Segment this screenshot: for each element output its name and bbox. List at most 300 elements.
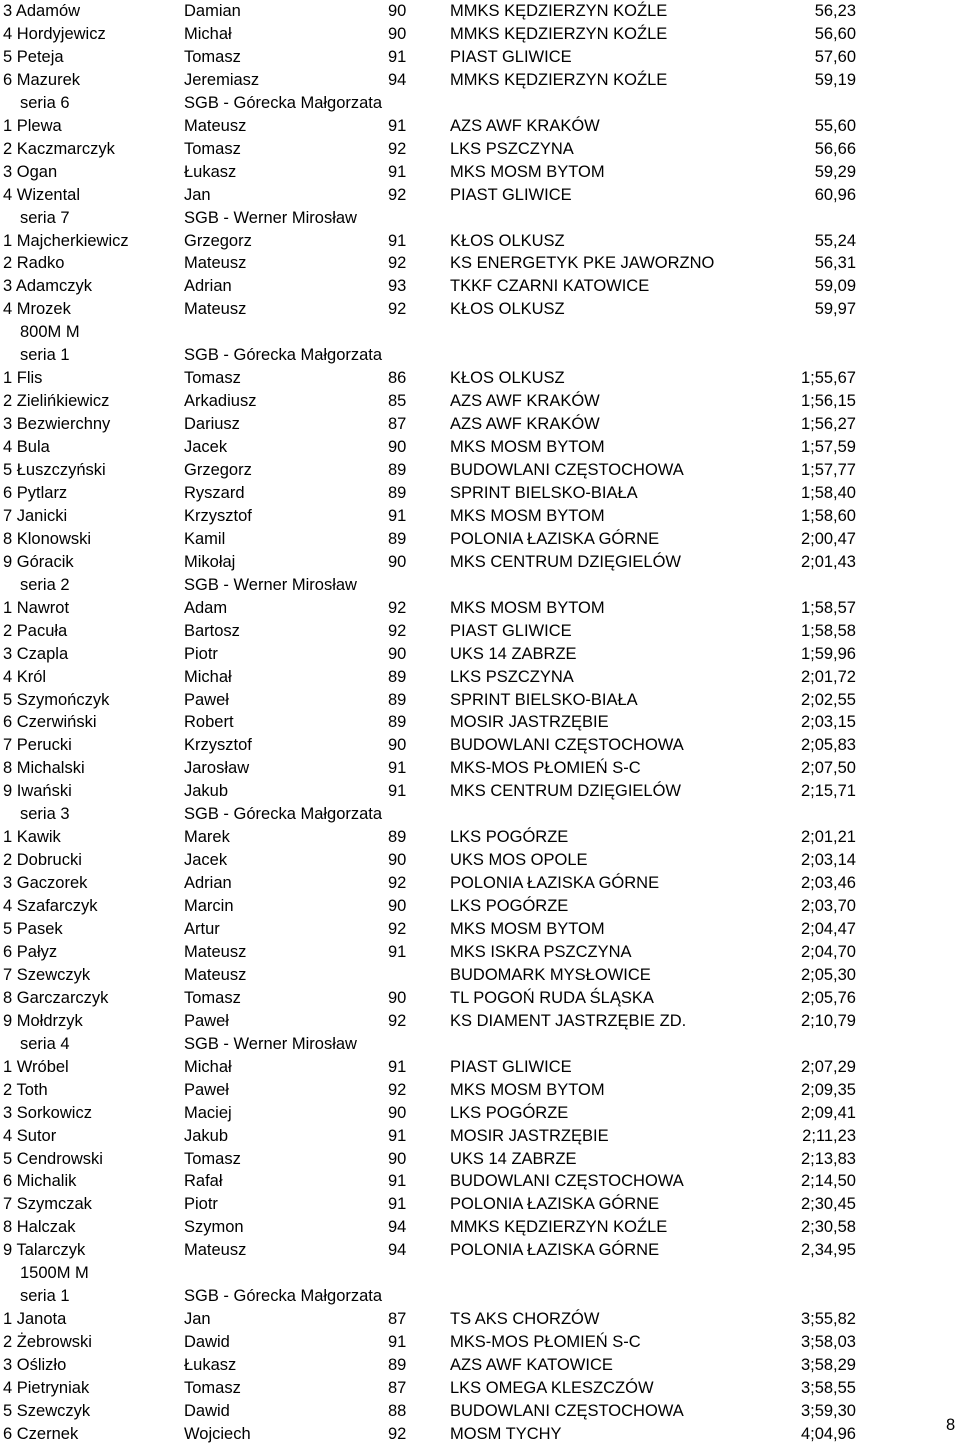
club-name: BUDOWLANI CZĘSTOCHOWA [450, 1401, 684, 1420]
athlete-first-name: Dawid [184, 1401, 230, 1420]
result-time: 1;58,60 [800, 506, 856, 525]
club-name: SPRINT BIELSKO-BIAŁA [450, 690, 638, 709]
result-time: 2;30,45 [800, 1195, 856, 1214]
club-name: PIAST GLIWICE [450, 621, 572, 640]
result-row [0, 643, 960, 666]
result-time: 2;03,14 [800, 851, 856, 870]
athlete-name: 6 Czerwiński [3, 713, 97, 732]
athlete-first-name: Mateusz [184, 300, 247, 319]
heat-label: seria 7 [20, 208, 70, 227]
athlete-name: 3 Bezwierchny [3, 415, 111, 434]
club-name: MKS-MOS PŁOMIEŃ S-C [450, 759, 641, 778]
heat-header [0, 207, 960, 230]
result-row [0, 23, 960, 46]
result-time: 56,66 [814, 139, 856, 158]
athlete-name: 7 Szewczyk [3, 965, 91, 984]
club-name: TL POGOŃ RUDA ŚLĄSKA [450, 988, 654, 1007]
heat-label: seria 1 [20, 346, 70, 365]
result-time: 3;58,55 [800, 1379, 856, 1397]
athlete-name: 7 Janicki [3, 506, 68, 525]
athlete-name: 1 Flis [3, 369, 43, 388]
athlete-name: 2 Radko [3, 254, 65, 273]
result-time: 2;00,47 [800, 529, 856, 548]
birth-year: 89 [388, 1356, 407, 1375]
birth-year: 92 [388, 254, 407, 273]
result-row [0, 459, 960, 482]
athlete-name: 3 Ogan [3, 162, 58, 181]
result-row [0, 298, 960, 321]
club-name: LKS PSZCZYNA [450, 139, 574, 158]
result-row [0, 1377, 960, 1400]
club-name: POLONIA ŁAZISKA GÓRNE [450, 1241, 660, 1260]
club-name: PIAST GLIWICE [450, 47, 572, 66]
heat-header [0, 1285, 960, 1308]
heat-label: seria 6 [20, 93, 70, 112]
birth-year: 91 [388, 162, 407, 181]
athlete-first-name: Łukasz [184, 162, 237, 181]
club-name: AZS AWF KRAKÓW [450, 392, 600, 411]
birth-year: 91 [388, 759, 407, 778]
athlete-first-name: Mateusz [184, 965, 247, 984]
athlete-first-name: Bartosz [184, 621, 240, 640]
result-time: 2;09,35 [800, 1080, 856, 1099]
athlete-first-name: Ryszard [184, 483, 245, 502]
athlete-first-name: Tomasz [184, 47, 241, 66]
result-row [0, 230, 960, 253]
athlete-name: 8 Michalski [3, 759, 85, 778]
athlete-first-name: Szymon [184, 1218, 244, 1237]
result-row [0, 734, 960, 757]
result-row [0, 1354, 960, 1377]
result-row [0, 413, 960, 436]
athlete-name: 9 Talarczyk [3, 1241, 86, 1260]
athlete-first-name: Paweł [184, 690, 229, 709]
birth-year: 87 [388, 415, 407, 434]
birth-year: 90 [388, 736, 407, 755]
club-name: MMKS KĘDZIERZYN KOŹLE [450, 24, 668, 43]
athlete-first-name: Jarosław [184, 759, 250, 778]
result-time: 59,09 [814, 277, 856, 296]
birth-year: 92 [388, 300, 407, 319]
club-name: TKKF CZARNI KATOWICE [450, 277, 650, 296]
athlete-first-name: Krzysztof [184, 736, 252, 755]
birth-year: 92 [388, 1011, 407, 1030]
birth-year: 87 [388, 1379, 407, 1397]
birth-year: 90 [388, 897, 407, 916]
athlete-first-name: Jacek [184, 851, 228, 870]
result-time: 1;58,57 [800, 598, 856, 617]
club-name: BUDOWLANI CZĘSTOCHOWA [450, 1172, 684, 1191]
club-name: MKS MOSM BYTOM [450, 162, 605, 181]
result-row [0, 918, 960, 941]
athlete-first-name: Mikołaj [184, 552, 236, 571]
result-row [0, 1148, 960, 1171]
result-time: 2;02,55 [800, 690, 856, 709]
club-name: MMKS KĘDZIERZYN KOŹLE [450, 2, 668, 20]
club-name: MKS CENTRUM DZIĘGIELÓW [450, 782, 682, 801]
birth-year: 90 [388, 851, 407, 870]
athlete-first-name: Jakub [184, 782, 229, 801]
athlete-first-name: Grzegorz [184, 461, 252, 479]
result-row [0, 0, 960, 23]
club-name: UKS 14 ZABRZE [450, 644, 577, 663]
birth-year: 92 [388, 185, 407, 204]
result-time: 2;04,70 [800, 942, 856, 961]
club-name: MOSIR JASTRZĘBIE [450, 1126, 609, 1145]
birth-year: 94 [388, 1218, 407, 1237]
birth-year: 91 [388, 1333, 407, 1352]
birth-year: 92 [388, 920, 407, 938]
athlete-name: 5 Szymończyk [3, 690, 110, 709]
result-row [0, 367, 960, 390]
athlete-first-name: Kamil [184, 529, 226, 548]
athlete-first-name: Robert [184, 713, 234, 732]
heat-header [0, 803, 960, 826]
athlete-name: 4 Pietryniak [3, 1379, 90, 1397]
birth-year: 94 [388, 1241, 407, 1260]
birth-year: 90 [388, 988, 407, 1007]
result-time: 2,34,95 [800, 1241, 856, 1260]
club-name: KŁOS OLKUSZ [450, 369, 565, 388]
result-row [0, 505, 960, 528]
club-name: AZS AWF KRAKÓW [450, 116, 600, 135]
result-time: 1;57,59 [800, 438, 856, 457]
event-title: 1500M M [20, 1264, 89, 1283]
result-row [0, 1308, 960, 1331]
athlete-first-name: Łukasz [184, 1356, 237, 1375]
athlete-first-name: Artur [184, 920, 220, 938]
result-time: 55,60 [814, 116, 856, 135]
result-time: 3;59,30 [800, 1401, 856, 1420]
birth-year: 90 [388, 1103, 407, 1122]
athlete-name: 8 Halczak [3, 1218, 76, 1237]
result-time: 2;13,83 [800, 1149, 856, 1168]
club-name: POLONIA ŁAZISKA GÓRNE [450, 529, 660, 548]
athlete-name: 9 Iwański [3, 782, 72, 801]
athlete-first-name: Mateusz [184, 254, 247, 273]
result-row [0, 275, 960, 298]
club-name: MKS MOSM BYTOM [450, 1080, 605, 1099]
result-row [0, 666, 960, 689]
result-row [0, 620, 960, 643]
result-time: 1;55,67 [800, 369, 856, 388]
birth-year: 86 [388, 369, 407, 388]
athlete-name: 1 Wróbel [3, 1057, 69, 1076]
athlete-first-name: Wojciech [184, 1424, 251, 1443]
result-time: 2;05,76 [800, 988, 856, 1007]
athlete-name: 5 Cendrowski [3, 1149, 103, 1168]
result-row [0, 1170, 960, 1193]
result-row [0, 1125, 960, 1148]
athlete-name: 1 Janota [3, 1310, 67, 1329]
athlete-name: 2 Zielińkiewicz [3, 392, 110, 411]
athlete-name: 4 Mrozek [3, 300, 71, 319]
club-name: BUDOMARK MYSŁOWICE [450, 965, 651, 984]
result-time: 2;07,50 [800, 759, 856, 778]
athlete-first-name: Paweł [184, 1011, 229, 1030]
club-name: MKS-MOS PŁOMIEŃ S-C [450, 1333, 641, 1352]
birth-year: 91 [388, 942, 407, 961]
athlete-name: 2 Dobrucki [3, 851, 82, 870]
birth-year: 91 [388, 1057, 407, 1076]
club-name: MKS MOSM BYTOM [450, 438, 605, 457]
birth-year: 92 [388, 1080, 407, 1099]
birth-year: 88 [388, 1401, 407, 1420]
athlete-name: 6 Michalik [3, 1172, 77, 1191]
result-time: 3;58,03 [800, 1333, 856, 1352]
result-row [0, 1216, 960, 1239]
judge-name: SGB - Górecka Małgorzata [184, 93, 383, 112]
athlete-first-name: Adrian [184, 874, 232, 893]
heat-label: seria 4 [20, 1034, 70, 1053]
club-name: TS AKS CHORZÓW [450, 1310, 600, 1329]
athlete-name: 3 Adamów [3, 2, 81, 20]
result-time: 59,19 [814, 70, 856, 89]
result-row [0, 1239, 960, 1262]
athlete-first-name: Grzegorz [184, 231, 252, 250]
club-name: POLONIA ŁAZISKA GÓRNE [450, 874, 660, 893]
athlete-first-name: Jeremiasz [184, 70, 260, 89]
club-name: LKS POGÓRZE [450, 897, 569, 916]
athlete-first-name: Michał [184, 24, 232, 43]
result-row [0, 69, 960, 92]
birth-year: 89 [388, 690, 407, 709]
result-time: 2;10,79 [800, 1011, 856, 1030]
result-time: 55,24 [814, 231, 856, 250]
heat-header [0, 344, 960, 367]
athlete-name: 9 Góracik [3, 552, 74, 571]
birth-year: 90 [388, 438, 407, 457]
birth-year: 89 [388, 667, 407, 686]
result-row [0, 115, 960, 138]
result-time: 57,60 [814, 47, 856, 66]
athlete-first-name: Dariusz [184, 415, 240, 434]
result-row [0, 1400, 960, 1423]
birth-year: 89 [388, 461, 407, 479]
result-row [0, 138, 960, 161]
athlete-first-name: Mateusz [184, 942, 247, 961]
club-name: LKS POGÓRZE [450, 828, 569, 847]
judge-name: SGB - Werner Mirosław [184, 1034, 357, 1053]
athlete-first-name: Damian [184, 2, 241, 20]
result-row [0, 872, 960, 895]
club-name: LKS OMEGA KLESZCZÓW [450, 1379, 654, 1397]
result-row [0, 780, 960, 803]
athlete-name: 6 Mazurek [3, 70, 81, 89]
result-row [0, 1056, 960, 1079]
birth-year: 91 [388, 1172, 407, 1191]
club-name: MMKS KĘDZIERZYN KOŹLE [450, 1218, 668, 1237]
athlete-name: 5 Szewczyk [3, 1401, 91, 1420]
result-time: 2;04,47 [800, 920, 856, 938]
club-name: MOSIR JASTRZĘBIE [450, 713, 609, 732]
athlete-name: 8 Klonowski [3, 529, 92, 548]
event-header [0, 1262, 960, 1285]
result-row [0, 1079, 960, 1102]
athlete-first-name: Marcin [184, 897, 234, 916]
judge-name: SGB - Werner Mirosław [184, 208, 357, 227]
result-row [0, 482, 960, 505]
birth-year: 90 [388, 552, 407, 571]
athlete-name: 1 Majcherkiewicz [3, 231, 129, 250]
birth-year: 91 [388, 116, 407, 135]
club-name: KS ENERGETYK PKE JAWORZNO [450, 254, 715, 273]
athlete-first-name: Jakub [184, 1126, 229, 1145]
result-time: 2;11,23 [802, 1126, 856, 1145]
result-time: 56,31 [814, 254, 856, 273]
result-row [0, 757, 960, 780]
result-row [0, 689, 960, 712]
athlete-first-name: Piotr [184, 1195, 218, 1214]
result-time: 2;05,30 [800, 965, 856, 984]
club-name: BUDOWLANI CZĘSTOCHOWA [450, 736, 684, 755]
result-row [0, 528, 960, 551]
birth-year: 89 [388, 828, 407, 847]
athlete-name: 4 Król [3, 667, 47, 686]
result-row [0, 711, 960, 734]
birth-year: 92 [388, 598, 407, 617]
athlete-name: 7 Szymczak [3, 1195, 92, 1214]
club-name: MKS MOSM BYTOM [450, 506, 605, 525]
athlete-name: 4 Bula [3, 438, 50, 457]
athlete-first-name: Tomasz [184, 369, 241, 388]
athlete-first-name: Rafał [184, 1172, 223, 1191]
result-row [0, 1423, 960, 1446]
athlete-first-name: Tomasz [184, 1379, 241, 1397]
result-time: 60,96 [814, 185, 856, 204]
result-row [0, 436, 960, 459]
club-name: UKS MOS OPOLE [450, 851, 588, 870]
athlete-name: 4 Hordyjewicz [3, 24, 106, 43]
judge-name: SGB - Werner Mirosław [184, 575, 357, 594]
club-name: PIAST GLIWICE [450, 1057, 572, 1076]
athlete-name: 5 Łuszczyński [3, 461, 106, 479]
result-row [0, 252, 960, 275]
result-row [0, 964, 960, 987]
club-name: LKS POGÓRZE [450, 1103, 569, 1122]
athlete-name: 4 Szafarczyk [3, 897, 98, 916]
athlete-name: 4 Wizental [3, 185, 81, 204]
birth-year: 89 [388, 529, 407, 548]
result-row [0, 1193, 960, 1216]
athlete-name: 2 Toth [3, 1080, 48, 1099]
result-row [0, 987, 960, 1010]
result-time: 2;01,43 [800, 552, 856, 571]
athlete-first-name: Tomasz [184, 1149, 241, 1168]
result-time: 3;55,82 [800, 1310, 856, 1329]
club-name: MMKS KĘDZIERZYN KOŹLE [450, 70, 668, 89]
result-time: 2;03,46 [800, 874, 856, 893]
result-row [0, 551, 960, 574]
heat-header [0, 92, 960, 115]
result-row [0, 161, 960, 184]
athlete-name: 3 Gaczorek [3, 874, 88, 893]
birth-year: 91 [388, 782, 407, 801]
club-name: KŁOS OLKUSZ [450, 231, 565, 250]
athlete-first-name: Jan [184, 185, 211, 204]
club-name: MOSM TYCHY [450, 1424, 562, 1443]
result-time: 2;03,15 [800, 713, 856, 732]
result-time: 3;58,29 [800, 1356, 856, 1375]
birth-year: 89 [388, 713, 407, 732]
heat-label: seria 2 [20, 575, 70, 594]
judge-name: SGB - Górecka Małgorzata [184, 1287, 383, 1306]
club-name: UKS 14 ZABRZE [450, 1149, 577, 1168]
athlete-name: 4 Sutor [3, 1126, 57, 1145]
birth-year: 85 [388, 392, 407, 411]
athlete-first-name: Krzysztof [184, 506, 252, 525]
result-time: 1;59,96 [800, 644, 856, 663]
club-name: KS DIAMENT JASTRZĘBIE ZD. [450, 1011, 687, 1030]
birth-year: 92 [388, 1424, 407, 1443]
result-time: 2;30,58 [800, 1218, 856, 1237]
birth-year: 92 [388, 139, 407, 158]
result-time: 4;04,96 [800, 1424, 856, 1443]
heat-header [0, 574, 960, 597]
athlete-name: 6 Pytlarz [3, 483, 68, 502]
club-name: BUDOWLANI CZĘSTOCHOWA [450, 461, 684, 479]
birth-year: 92 [388, 874, 407, 893]
birth-year: 90 [388, 644, 407, 663]
club-name: KŁOS OLKUSZ [450, 300, 565, 319]
athlete-first-name: Jacek [184, 438, 228, 457]
result-time: 2;05,83 [800, 736, 856, 755]
result-row [0, 597, 960, 620]
result-row [0, 826, 960, 849]
result-row [0, 941, 960, 964]
birth-year: 94 [388, 70, 407, 89]
club-name: MKS CENTRUM DZIĘGIELÓW [450, 552, 682, 571]
result-row [0, 184, 960, 207]
result-time: 1;58,40 [800, 483, 856, 502]
athlete-first-name: Michał [184, 667, 232, 686]
result-row [0, 1331, 960, 1354]
athlete-first-name: Paweł [184, 1080, 229, 1099]
athlete-first-name: Tomasz [184, 139, 241, 158]
club-name: LKS PSZCZYNA [450, 667, 574, 686]
athlete-first-name: Tomasz [184, 988, 241, 1007]
athlete-first-name: Adrian [184, 277, 232, 296]
athlete-first-name: Michał [184, 1057, 232, 1076]
birth-year: 90 [388, 24, 407, 43]
result-time: 2;01,21 [800, 828, 856, 847]
athlete-first-name: Maciej [184, 1103, 232, 1122]
athlete-name: 3 Czapla [3, 644, 69, 663]
athlete-name: 2 Kaczmarczyk [3, 139, 115, 158]
birth-year: 87 [388, 1310, 407, 1329]
athlete-first-name: Mateusz [184, 1241, 247, 1260]
athlete-first-name: Arkadiusz [184, 392, 257, 411]
result-time: 1;57,77 [800, 461, 856, 479]
athlete-name: 1 Nawrot [3, 598, 70, 617]
page-number: 8 [946, 1416, 956, 1434]
athlete-name: 6 Czernek [3, 1424, 79, 1443]
athlete-name: 3 Adamczyk [3, 277, 92, 296]
result-time: 56,23 [814, 2, 856, 20]
birth-year: 90 [388, 1149, 407, 1168]
result-time: 59,97 [814, 300, 856, 319]
result-time: 1;56,15 [800, 392, 856, 411]
result-time: 2;09,41 [800, 1103, 856, 1122]
heat-label: seria 1 [20, 1287, 70, 1306]
event-title: 800M M [20, 323, 80, 342]
club-name: SPRINT BIELSKO-BIAŁA [450, 483, 638, 502]
athlete-name: 1 Plewa [3, 116, 62, 135]
judge-name: SGB - Górecka Małgorzata [184, 346, 383, 365]
result-time: 2;07,29 [800, 1057, 856, 1076]
birth-year: 90 [388, 2, 407, 20]
club-name: PIAST GLIWICE [450, 185, 572, 204]
